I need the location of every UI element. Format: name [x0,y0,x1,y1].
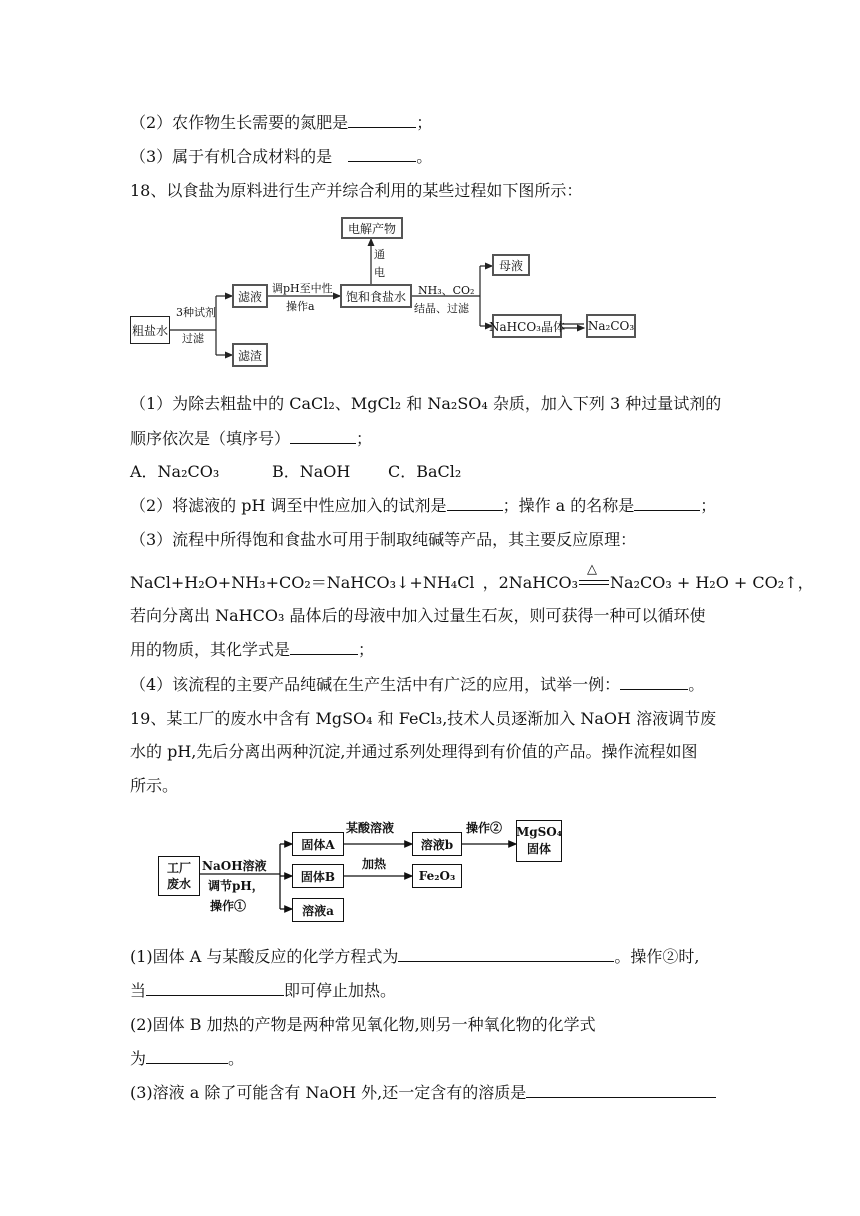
q19-part1-b: 当 即可停止加热。 [130,981,397,1000]
na2co3-box: Na₂CO₃ [586,314,636,338]
q19-stem-b: 水的 pH,先后分离出两种沉淀,并通过系列处理得到有价值的产品。操作流程如图 [130,742,698,761]
residue-box: 滤渣 [232,343,268,367]
q19-part2-b: 为 。 [130,1049,245,1068]
acid-label: 某酸溶液 [346,821,395,835]
q18-flow-diagram [128,214,646,374]
wastewater-box: 工厂 废水 [158,856,200,896]
q18-part4: （4）该流程的主要产品纯碱在生产生活中有广泛的应用，试举一例： 。 [130,675,705,694]
gas-label: NH₃、CO₂ [418,284,475,297]
q17-part3: （3）属于有机合成材料的是 。 [130,147,433,166]
q19-part1-a: (1)固体 A 与某酸反应的化学方程式为 。操作②时, [130,947,700,966]
q18-part3-c: 用的物质，其化学式是 ； [130,640,375,659]
q19-part3: (3)溶液 a 除了可能含有 NaOH 外,还一定含有的溶质是 [130,1083,716,1103]
q18-part1-a: （1）为除去粗盐中的 CaCl₂、MgCl₂ 和 Na₂SO₄ 杂质，加入下列 3 种过量试剂的 [130,394,722,413]
saturated-brine-box: 饱和食盐水 [340,284,412,308]
answer-blank[interactable] [526,1083,716,1098]
q18-part3-b: 若向分离出 NaHCO₃ 晶体后的母液中加入过量生石灰，则可获得一种可以循环使 [130,606,706,625]
answer-blank[interactable] [398,947,614,962]
filter-label: 过滤 [182,332,204,345]
operation2-label: 操作② [466,821,503,835]
q18-part1-b: 顺序依次是（填序号） ； [130,429,373,448]
fe2o3-box: Fe₂O₃ [412,864,462,888]
q17-part2: （2）农作物生长需要的氮肥是 ； [130,113,433,132]
electrolysis-label-1: 通 [374,248,385,261]
solution-b-box: 溶液b [412,832,462,856]
naoh-label: NaOH溶液 [202,859,267,873]
crystallize-label: 结晶、过滤 [414,302,469,315]
option-a: A．Na₂CO₃ [130,462,220,481]
q19-stem-a: 19、某工厂的废水中含有 MgSO₄ 和 FeCl₃,技术人员逐渐加入 NaOH 溶液调节废 [130,709,717,728]
answer-blank[interactable] [447,496,503,511]
q18-part3-a: （3）流程中所得饱和食盐水可用于制取纯碱等产品，其主要反应原理： [130,530,637,549]
answer-blank[interactable] [348,147,416,162]
answer-blank[interactable] [290,640,358,655]
answer-blank[interactable] [634,496,700,511]
q19-part2-a: (2)固体 B 加热的产物是两种常见氧化物,则另一种氧化物的化学式 [130,1015,596,1034]
heating-condition: △ [578,574,610,588]
operation-a-label: 操作a [286,300,315,313]
solution-a-box: 溶液a [292,898,344,922]
q19-stem-c: 所示。 [130,776,179,795]
q18-equations: NaCl+H₂O+NH₃+CO₂＝NaHCO₃↓+NH₄Cl ，2NaHCO₃ △ Na₂CO₃ + H₂O + CO₂↑， [130,562,814,592]
filtrate-box: 滤液 [232,284,268,308]
option-c: C．BaCl₂ [388,462,462,481]
heat-label: 加热 [362,857,387,871]
answer-blank[interactable] [146,1049,228,1064]
operation1-label: 操作① [210,899,247,913]
nahco3-crystal-box: NaHCO₃晶体 [492,314,562,338]
answer-blank[interactable] [620,675,688,690]
crude-brine-box: 粗盐水 [130,316,170,344]
answer-blank[interactable] [146,981,284,996]
q18-part2: （2）将滤液的 pH 调至中性应加入的试剂是 ；操作 a 的名称是 ； [130,496,717,515]
reagent-label: 3种试剂 [176,306,216,319]
answer-blank[interactable] [290,429,356,444]
answer-blank[interactable] [348,113,416,128]
electrolysis-product-box: 电解产物 [341,217,403,239]
q18-stem: 18、以食盐为原料进行生产并综合利用的某些过程如下图所示： [130,181,583,200]
q18-options [130,462,461,482]
q19-flow-diagram [156,812,568,924]
mother-liquor-box: 母液 [492,254,530,276]
option-b: B．NaOH [272,462,351,481]
adjust-ph-label: 调pH至中性 [272,282,333,295]
solid-b-box: 固体B [292,864,344,888]
electrolysis-label-2: 电 [374,266,385,279]
adjust-ph-label: 调节pH， [208,879,264,893]
solid-a-box: 固体A [292,832,344,856]
mgso4-box: MgSO₄ 固体 [516,820,562,862]
